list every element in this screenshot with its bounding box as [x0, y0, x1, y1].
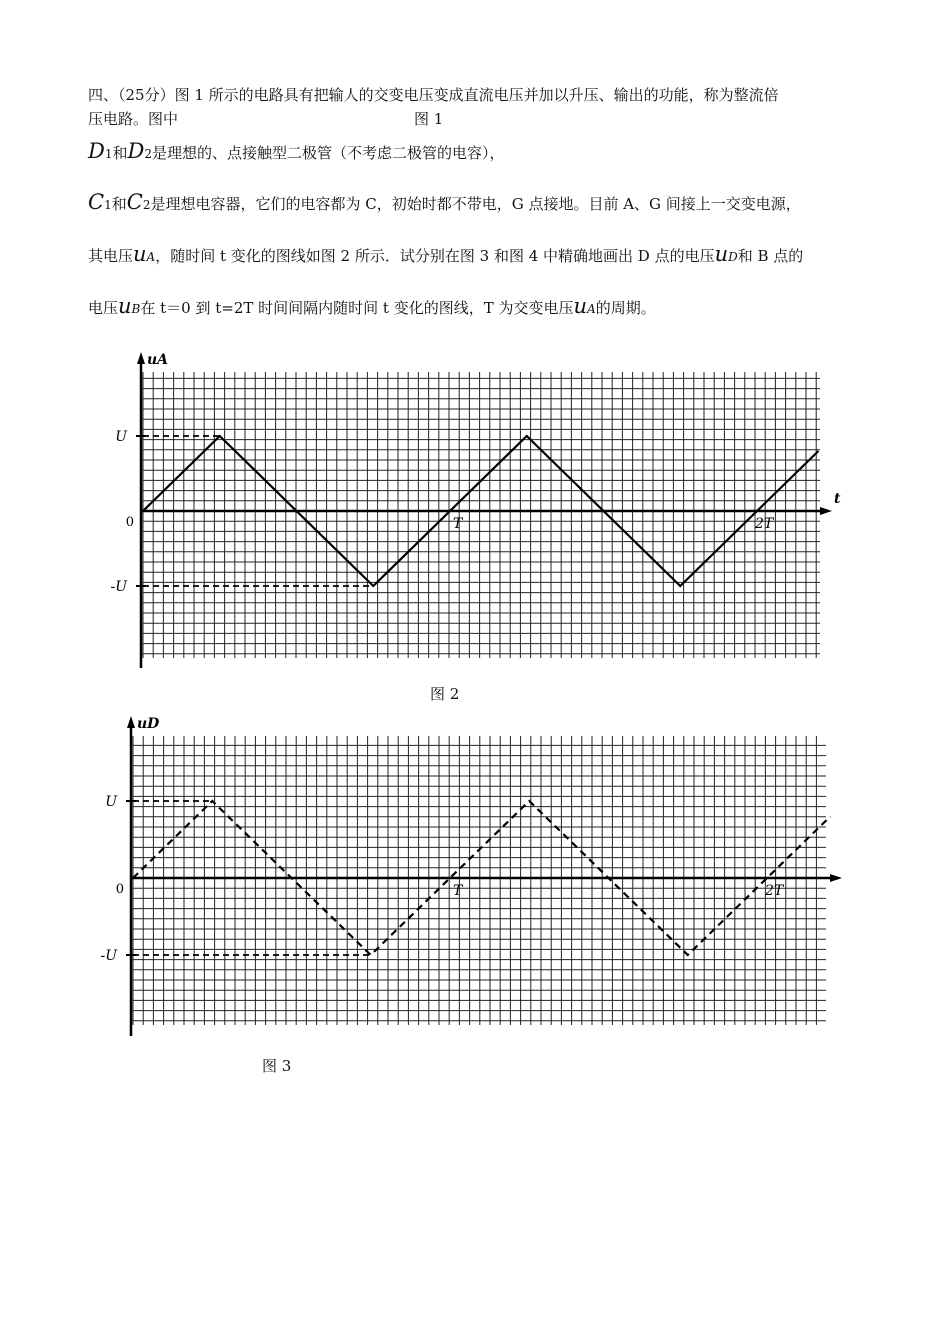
subscript-a: A [587, 302, 596, 316]
fig2-caption: 图 2 [430, 685, 460, 703]
d1-symbol: D [88, 139, 105, 163]
xtick-label-2t: 2T [765, 883, 784, 899]
u-symbol: u [573, 294, 588, 318]
d1-subscript: 1 [104, 147, 113, 161]
y-axis-arrow [127, 716, 135, 728]
line-6-a: 电压 [88, 299, 119, 317]
u-symbol: u [133, 242, 147, 266]
ytick-label-neg-u: -U [100, 948, 117, 964]
c2-symbol: C [126, 190, 143, 214]
line-5-b: ，随时间 t 变化的图线如图 2 所示．试分别在图 3 和图 4 中精确地画出 D 点的电压 [155, 247, 715, 265]
line-5-a: 其电压 [88, 247, 134, 265]
xtick-label-t: T [453, 883, 463, 899]
line-5-c: 和 B 点的 [737, 247, 804, 265]
ytick-label-u: U [115, 429, 127, 445]
c1-subscript: 1 [104, 198, 112, 212]
u-symbol: u [714, 242, 729, 266]
line-4-rest: 是理想电容器，它们的电容都为 C，初始时都不带电，G 点接地。目前 A、G 间接上一交变电源， [150, 195, 801, 213]
and-text: 和 [111, 195, 127, 213]
subscript-b: B [131, 302, 141, 316]
c1-symbol: C [88, 190, 105, 214]
question-line-2: 压电路。图中 [88, 110, 179, 128]
x-axis-arrow [830, 874, 842, 882]
y-axis-label: uA [147, 352, 169, 368]
chart-grid [133, 736, 826, 1025]
line-3-rest: 是理想的、点接触型二极管（不考虑二极管的电容）， [151, 144, 505, 162]
question-line-1: 四、（25分）图 1 所示的电路具有把输人的交变电压变成直流电压并加以升压、输出的功能，称为整流倍 [88, 86, 779, 104]
xtick-label-t: T [453, 516, 463, 532]
ytick-label-zero: 0 [115, 882, 124, 897]
fig3-caption: 图 3 [262, 1057, 292, 1075]
c2-subscript: 2 [142, 198, 151, 212]
ytick-label-zero: 0 [125, 515, 134, 530]
u-symbol: u [118, 294, 132, 318]
xtick-label-2t: 2T [755, 516, 774, 532]
ytick-label-neg-u: -U [110, 579, 127, 595]
y-axis-label: uD [137, 716, 160, 732]
fig1-label: 图 1 [414, 110, 444, 128]
subscript-a: A [146, 250, 156, 264]
subscript-d: D [728, 250, 738, 264]
line-6-c: 的周期。 [595, 299, 656, 317]
x-axis-label: t [834, 491, 841, 507]
ytick-label-u: U [105, 794, 117, 810]
d2-symbol: D [127, 139, 145, 163]
d2-subscript: 2 [144, 147, 152, 161]
line-6-b: 在 t＝0 到 t=2T 时间间隔内随时间 t 变化的图线，T 为交变电压 [140, 299, 574, 317]
and-text: 和 [112, 144, 128, 162]
